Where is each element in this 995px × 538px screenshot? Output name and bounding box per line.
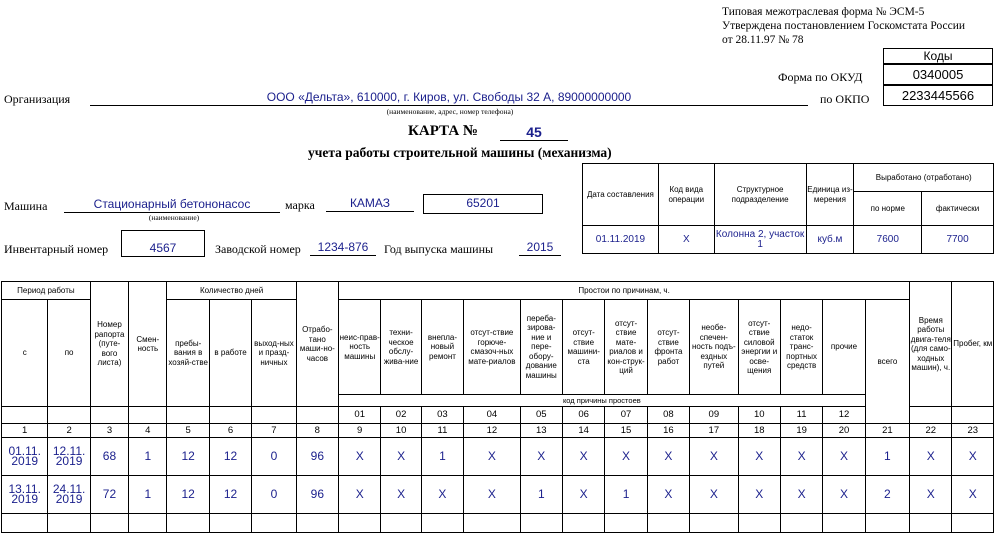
table-cell: Х	[647, 476, 689, 514]
empty-cell	[48, 514, 90, 533]
column-number: 23	[952, 424, 994, 438]
empty-cell	[690, 514, 738, 533]
empty-cell	[823, 514, 865, 533]
year-value: 2015	[519, 240, 561, 256]
empty-cell	[129, 514, 167, 533]
header-total: всего	[865, 300, 909, 424]
machine-label: Машина	[4, 199, 48, 213]
header-stay: пребы-вания в хозяй-стве	[167, 300, 209, 407]
inventory-label: Инвентарный номер	[4, 242, 109, 256]
column-number: 20	[823, 424, 865, 438]
header-reason-2: техни-ческое обслу-жива-ние	[381, 300, 421, 395]
table-cell: Х	[339, 476, 381, 514]
header-shifts: Смен-ность	[129, 282, 167, 407]
reason-code-12: 12	[823, 407, 865, 424]
brand-label: марка	[285, 198, 315, 212]
header-reason-4: отсут-ствие горюче-смазоч-ных мате-риалов	[464, 300, 521, 395]
empty-cell	[520, 514, 562, 533]
info-unit-value: Колонна 2, участок 1	[714, 226, 806, 254]
column-number: 3	[90, 424, 128, 438]
header-engine-time: Время работы двига-теля (для само-ходных машин), ч.	[910, 282, 952, 407]
factory-label: Заводской номер	[215, 242, 301, 256]
reason-code-7: 07	[605, 407, 647, 424]
main-table	[1, 281, 994, 533]
inventory-value: 4567	[121, 230, 205, 257]
card-subtitle: учета работы строительной машины (механизма)	[308, 145, 612, 160]
info-header-actual: фактически	[922, 192, 994, 226]
table-cell: 12	[167, 476, 209, 514]
header-from: с	[2, 300, 48, 407]
header-reason-10: отсут-ствие силовой энергии и осве-щения	[738, 300, 780, 395]
table-cell: Х	[464, 438, 521, 476]
header-reason-code: код причины простоев	[339, 395, 866, 407]
table-cell: 0	[252, 476, 296, 514]
reason-code-2: 02	[381, 407, 421, 424]
header-mileage: Пробег, км	[952, 282, 994, 407]
info-header-unit: Структурное подразделение	[714, 164, 806, 226]
table-cell: 1	[605, 476, 647, 514]
empty-cell	[563, 514, 605, 533]
header-reason-9: необе-спечен-ность подъ-ездных путей	[690, 300, 738, 395]
table-cell: 1	[520, 476, 562, 514]
empty-cell	[252, 514, 296, 533]
info-header-date: Дата составления	[583, 164, 659, 226]
table-cell: 1	[129, 476, 167, 514]
reason-code-3: 03	[421, 407, 463, 424]
factory-value: 1234-876	[310, 240, 376, 256]
machine-value: Стационарный бетононасос	[64, 197, 280, 213]
empty-cell	[209, 514, 251, 533]
table-cell: 96	[296, 438, 338, 476]
okud-label: Форма по ОКУД	[778, 70, 863, 84]
reason-code-4: 04	[464, 407, 521, 424]
empty-cell	[421, 514, 463, 533]
empty-cell	[605, 514, 647, 533]
column-number: 12	[464, 424, 521, 438]
reason-code-5: 05	[520, 407, 562, 424]
table-cell: 12.11. 2019	[48, 438, 90, 476]
table-cell: Х	[952, 476, 994, 514]
form-header-line1: Типовая межотраслевая форма № ЭСМ-5	[722, 6, 925, 18]
table-cell: Х	[823, 438, 865, 476]
table-cell: 1	[421, 438, 463, 476]
header-working: в работе	[209, 300, 251, 407]
okpo-label: по ОКПО	[820, 92, 870, 106]
okpo-value: 2233445566	[883, 85, 993, 106]
column-number: 8	[296, 424, 338, 438]
table-cell: Х	[910, 438, 952, 476]
table-cell: Х	[780, 476, 822, 514]
table-cell: Х	[738, 438, 780, 476]
table-cell: 96	[296, 476, 338, 514]
model-value: 65201	[423, 194, 543, 214]
empty-cell	[90, 514, 128, 533]
column-number: 6	[209, 424, 251, 438]
table-cell: Х	[381, 438, 421, 476]
card-number: 45	[500, 124, 568, 141]
table-cell: 12	[209, 438, 251, 476]
column-number: 22	[910, 424, 952, 438]
header-reason-8: отсут-ствие фронта работ	[647, 300, 689, 395]
header-to: по	[48, 300, 90, 407]
form-header-line2: Утверждена постановлением Госкомстата России	[722, 20, 966, 32]
column-number: 10	[381, 424, 421, 438]
column-number: 16	[647, 424, 689, 438]
info-measure-value: куб.м	[806, 226, 854, 254]
header-reason-11: недо-статок транс-портных средств	[780, 300, 822, 395]
empty-cell	[464, 514, 521, 533]
table-cell: 1	[865, 438, 909, 476]
info-date-value: 01.11.2019	[583, 226, 659, 254]
column-number: 7	[252, 424, 296, 438]
column-number: 5	[167, 424, 209, 438]
table-cell: 1	[129, 438, 167, 476]
table-cell: 01.11. 2019	[2, 438, 48, 476]
column-number: 13	[520, 424, 562, 438]
reason-code-10: 10	[738, 407, 780, 424]
info-header-measure: Единица из-мерения	[806, 164, 854, 226]
table-cell: 13.11. 2019	[2, 476, 48, 514]
info-header-op-code: Код вида операции	[658, 164, 714, 226]
empty-cell	[2, 514, 48, 533]
column-number: 1	[2, 424, 48, 438]
info-header-norm: по норме	[854, 192, 922, 226]
column-number: 9	[339, 424, 381, 438]
table-cell: Х	[605, 438, 647, 476]
table-cell: Х	[952, 438, 994, 476]
column-number: 2	[48, 424, 90, 438]
info-op-code-value: Х	[658, 226, 714, 254]
table-cell: Х	[647, 438, 689, 476]
empty-cell	[296, 514, 338, 533]
column-number: 19	[780, 424, 822, 438]
empty-cell	[910, 514, 952, 533]
table-cell: Х	[464, 476, 521, 514]
header-period: Период работы	[2, 282, 91, 300]
year-label: Год выпуска машины	[384, 242, 494, 256]
table-cell: 0	[252, 438, 296, 476]
table-cell: 68	[90, 438, 128, 476]
header-reason-3: внепла-новый ремонт	[421, 300, 463, 395]
reason-code-8: 08	[647, 407, 689, 424]
okud-value: 0340005	[883, 64, 993, 85]
table-cell: Х	[520, 438, 562, 476]
reason-code-6: 06	[563, 407, 605, 424]
table-cell: 2	[865, 476, 909, 514]
table-cell: 72	[90, 476, 128, 514]
card-title: КАРТА №	[408, 123, 478, 139]
info-header-produced: Выработано (отработано)	[854, 164, 994, 192]
empty-cell	[647, 514, 689, 533]
table-cell: Х	[780, 438, 822, 476]
form-header	[722, 5, 965, 47]
organization-value: ООО «Дельта», 610000, г. Киров, ул. Свободы 32 А, 89000000000	[90, 90, 808, 106]
column-number: 17	[690, 424, 738, 438]
info-table	[582, 163, 994, 254]
header-hours: Отрабо-тано маши-но-часов	[296, 282, 338, 407]
organization-label: Организация	[4, 92, 71, 106]
header-reason-7: отсут-ствие мате-риалов и кон-струк-ций	[605, 300, 647, 395]
header-reason-5: переба-зирова-ние и пере-обору-дование машины	[520, 300, 562, 395]
table-cell: Х	[690, 438, 738, 476]
empty-cell	[865, 514, 909, 533]
form-header-line3: от 28.11.97 № 78	[722, 34, 804, 46]
info-norm-value: 7600	[854, 226, 922, 254]
organization-caption: (наименование, адрес, номер телефона)	[386, 107, 514, 116]
column-number: 11	[421, 424, 463, 438]
machine-caption: (наименование)	[148, 213, 200, 222]
table-cell: 24.11. 2019	[48, 476, 90, 514]
empty-cell	[780, 514, 822, 533]
table-cell: Х	[563, 438, 605, 476]
header-reason-1: неис-прав-ность машины	[339, 300, 381, 395]
table-cell: Х	[563, 476, 605, 514]
column-number: 4	[129, 424, 167, 438]
empty-cell	[381, 514, 421, 533]
column-number: 21	[865, 424, 909, 438]
header-days: Количество дней	[167, 282, 296, 300]
reason-code-1: 01	[339, 407, 381, 424]
column-number: 18	[738, 424, 780, 438]
table-cell: Х	[738, 476, 780, 514]
info-actual-value: 7700	[922, 226, 994, 254]
empty-cell	[952, 514, 994, 533]
header-report-no: Номер рапорта (путе-вого листа)	[90, 282, 128, 407]
column-number: 14	[563, 424, 605, 438]
header-reason-6: отсут-ствие машини-ста	[563, 300, 605, 395]
column-number: 15	[605, 424, 647, 438]
header-weekend: выход-ных и празд-ничных	[252, 300, 296, 407]
reason-code-11: 11	[780, 407, 822, 424]
reason-code-9: 09	[690, 407, 738, 424]
table-cell: 12	[209, 476, 251, 514]
empty-cell	[339, 514, 381, 533]
empty-cell	[738, 514, 780, 533]
table-cell: Х	[823, 476, 865, 514]
header-downtime: Простои по причинам, ч.	[339, 282, 910, 300]
empty-cell	[167, 514, 209, 533]
table-cell: Х	[339, 438, 381, 476]
table-cell: 12	[167, 438, 209, 476]
table-cell: Х	[381, 476, 421, 514]
codes-title: Коды	[883, 48, 993, 64]
table-cell: Х	[690, 476, 738, 514]
header-reason-12: прочие	[823, 300, 865, 395]
table-cell: Х	[421, 476, 463, 514]
brand-value: КАМАЗ	[326, 196, 414, 212]
table-cell: Х	[910, 476, 952, 514]
